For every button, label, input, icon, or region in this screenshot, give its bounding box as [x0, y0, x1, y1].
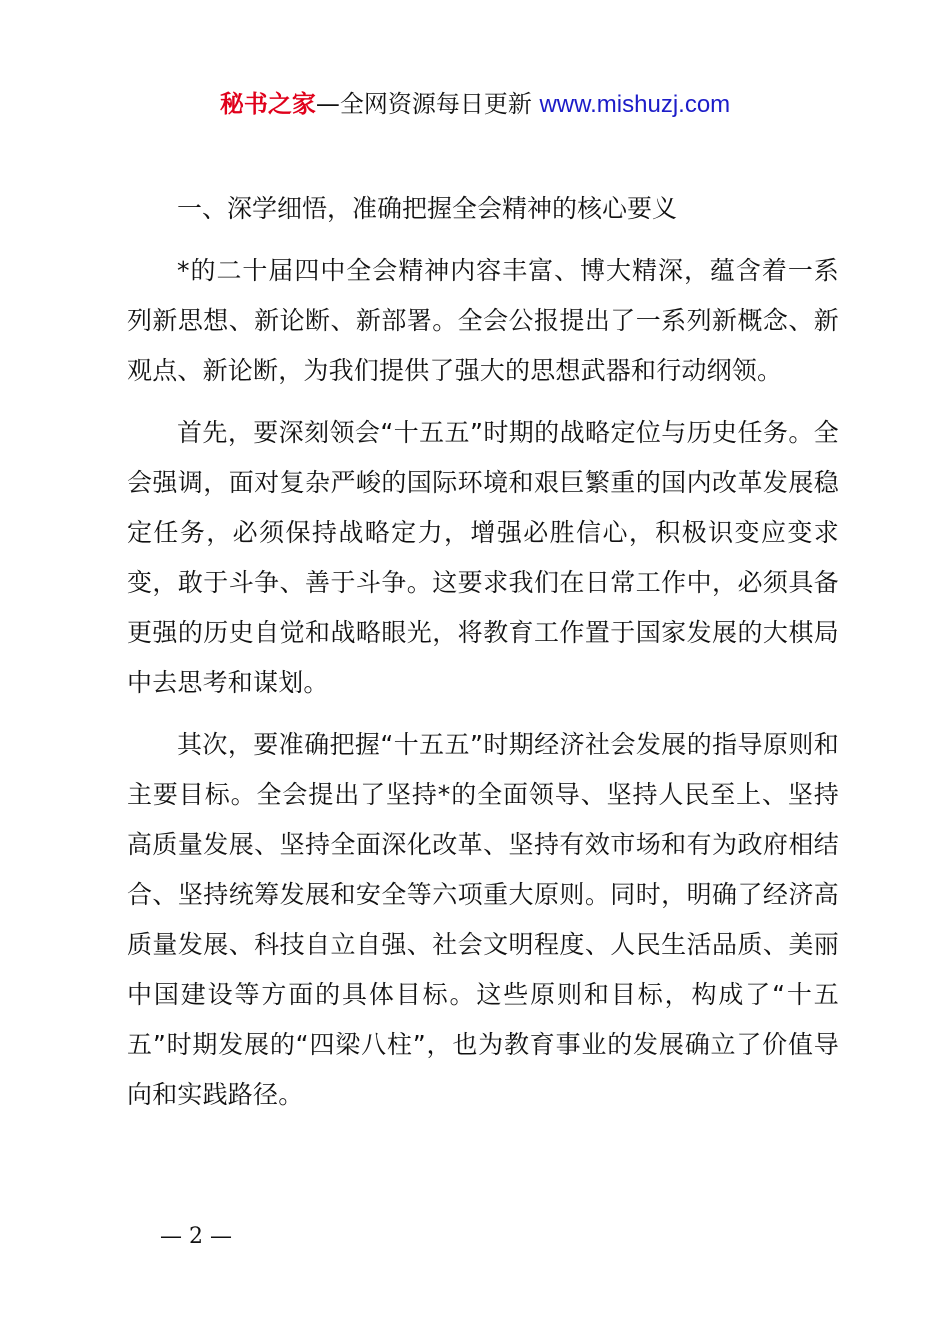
- paragraph-1: *的二十届四中全会精神内容丰富、博大精深，蕴含着一系列新思想、新论断、新部署。全会公报提出了一系列新概念、新观点、新论断，为我们提供了强大的思想武器和行动纲领。: [127, 256, 839, 385]
- page-number: — 2 —: [160, 1224, 232, 1249]
- paragraph-2: 首先，要深刻领会“十五五”时期的战略定位与历史任务。全会强调，面对复杂严峻的国际环境和艰巨繁重的国内改革发展稳定任务，必须保持战略定力，增强必胜信心，积极识变应变求变，敢于斗争、善于斗争。这要求我们在日常工作中，必须具备更强的历史自觉和战略眼光，将教育工作置于国家发展的大棋局中去思考和谋划。: [127, 418, 839, 697]
- document-body: [127, 184, 839, 1132]
- site-header: [0, 86, 950, 123]
- site-url-link[interactable]: www.mishuzj.com: [539, 91, 731, 118]
- header-tagline: —全网资源每日更新: [315, 90, 540, 118]
- brand-name: 秘书之家: [219, 90, 316, 118]
- paragraph-3: 其次，要准确把握“十五五”时期经济社会发展的指导原则和主要目标。全会提出了坚持*的全面领导、坚持人民至上、坚持高质量发展、坚持全面深化改革、坚持有效市场和有为政府相结合、坚持统筹发展和安全等六项重大原则。同时，明确了经济高质量发展、科技自立自强、社会文明程度、人民生活品质、美丽中国建设等方面的具体目标。这些原则和目标，构成了“十五五”时期发展的“四梁八柱”，也为教育事业的发展确立了价值导向和实践路径。: [127, 730, 839, 1109]
- section-heading: 一、深学细悟，准确把握全会精神的核心要义: [177, 194, 678, 223]
